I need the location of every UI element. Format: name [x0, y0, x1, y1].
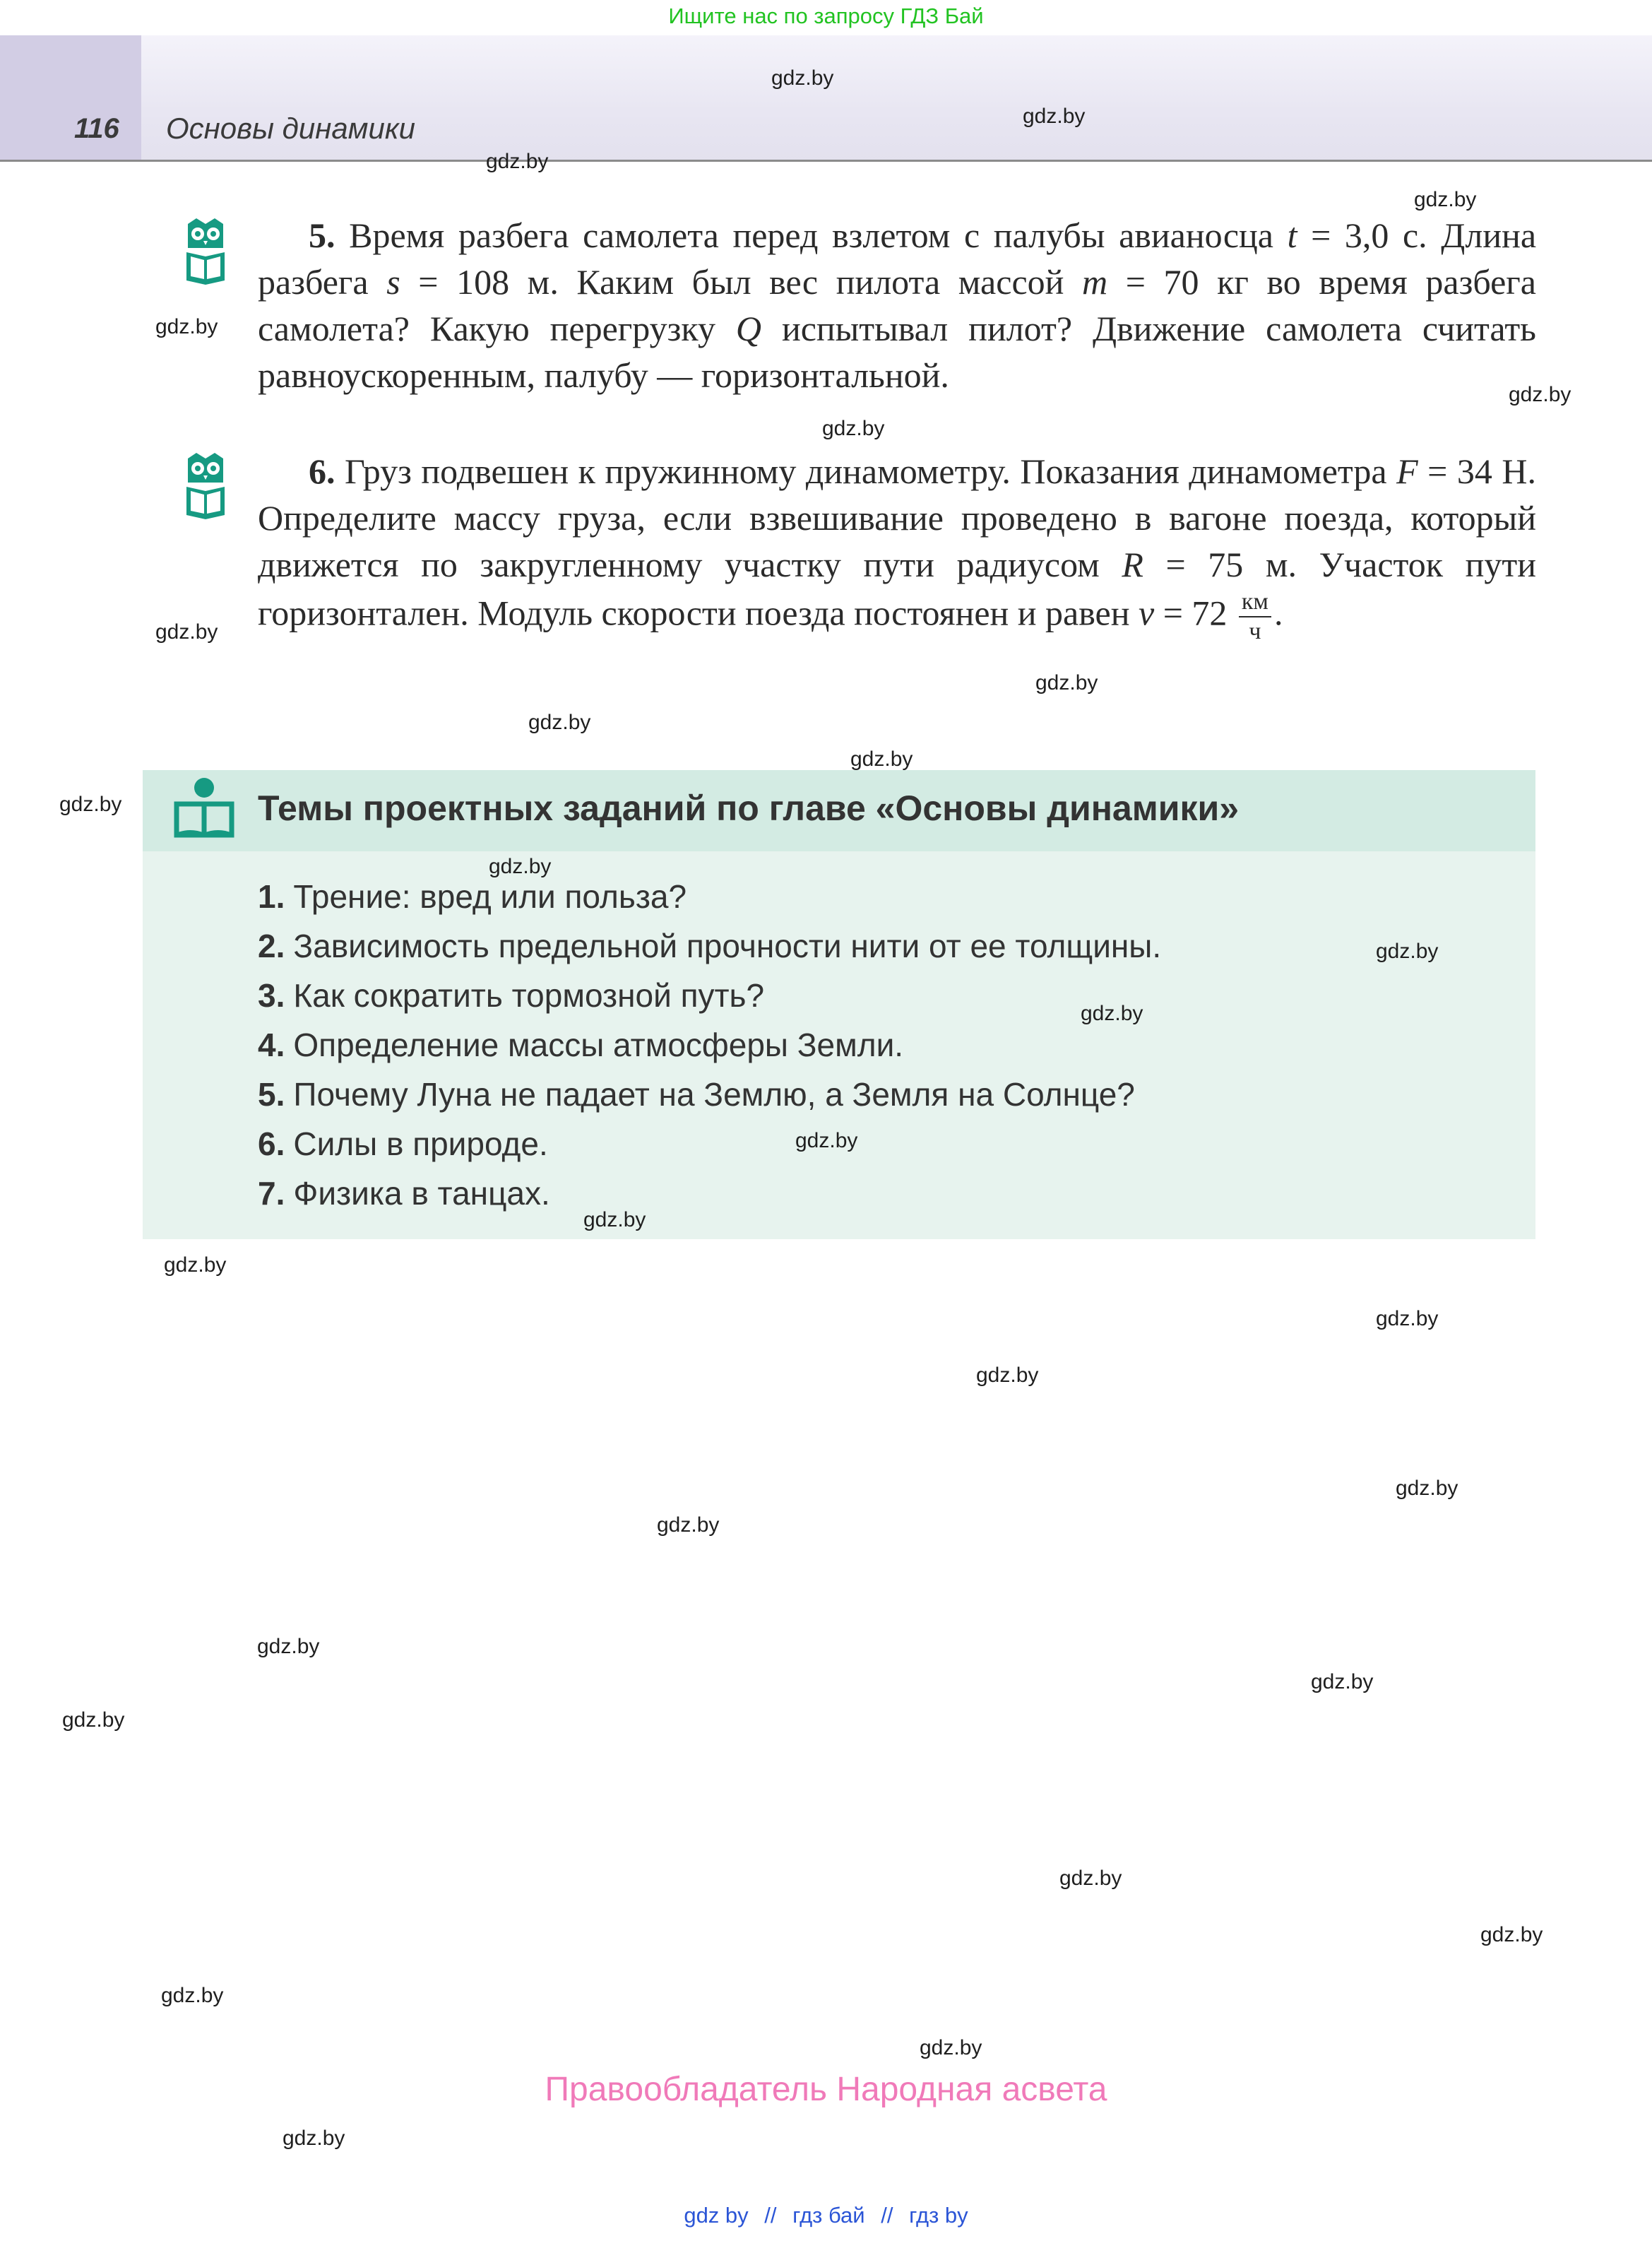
watermark: gdz.by — [1396, 1477, 1458, 1500]
reading-person-icon — [172, 776, 236, 841]
watermark: gdz.by — [1023, 105, 1086, 128]
watermark: gdz.by — [976, 1364, 1039, 1387]
watermark: gdz.by — [59, 793, 122, 816]
footer-links — [0, 2203, 1652, 2228]
variable: m — [1082, 262, 1108, 302]
watermark: gdz.by — [1311, 1670, 1374, 1693]
header-divider — [0, 160, 1652, 162]
fraction-numerator: км — [1239, 588, 1271, 617]
watermark: gdz.by — [486, 150, 549, 173]
item-number: 1. — [258, 878, 285, 915]
problem-text: Груз подвешен к пружинному динамометру. Показания динамометра — [345, 451, 1397, 491]
footer-separator: // — [881, 2203, 893, 2228]
problem-text: = 70 кг во время разбега самолета? Какую перегрузку — [258, 262, 1537, 348]
problem-number: 5. — [309, 215, 335, 255]
item-text: Почему Луна не падает на Землю, а Земля на Солнце? — [293, 1076, 1135, 1113]
variable: F — [1396, 451, 1418, 491]
footer-link[interactable]: гдз бай — [792, 2203, 865, 2228]
problem-text: = 3,0 с. Длина разбега — [258, 215, 1537, 302]
item-number: 4. — [258, 1027, 285, 1063]
list-item — [258, 1120, 1161, 1170]
variable: s — [386, 262, 400, 302]
watermark: gdz.by — [62, 1708, 125, 1732]
watermark: gdz.by — [795, 1129, 858, 1152]
watermark: gdz.by — [1376, 940, 1439, 963]
problem-number: 6. — [309, 451, 335, 491]
item-number: 3. — [258, 977, 285, 1014]
watermark: gdz.by — [489, 855, 552, 878]
list-item — [258, 1170, 1161, 1219]
watermark: gdz.by — [1035, 671, 1098, 694]
watermark: gdz.by — [155, 620, 218, 644]
copyright-notice: Правообладатель Народная асвета — [545, 2071, 1107, 2108]
watermark: gdz.by — [528, 711, 591, 734]
page-number-tab — [0, 35, 141, 161]
watermark: gdz.by — [583, 1208, 646, 1231]
top-banner: Ищите нас по запросу ГДЗ Бай — [668, 4, 984, 28]
watermark: gdz.by — [1509, 383, 1571, 406]
watermark: gdz.by — [771, 66, 834, 90]
watermark: gdz.by — [657, 1513, 720, 1537]
footer-link[interactable]: gdz by — [684, 2203, 749, 2228]
list-item — [258, 873, 1161, 923]
owl-book-icon — [182, 215, 229, 286]
problem-text: = 108 м. Каким был вес пилота массой — [400, 262, 1064, 302]
watermark: gdz.by — [920, 2036, 982, 2059]
problem-text: Время разбега самолета перед взлетом с палубы авианосца — [349, 215, 1273, 255]
watermark: gdz.by — [164, 1253, 227, 1277]
watermark: gdz.by — [155, 315, 218, 338]
watermark: gdz.by — [1376, 1307, 1439, 1330]
fraction-denominator: ч — [1249, 618, 1261, 644]
item-number: 5. — [258, 1076, 285, 1113]
problem-text: испытывал пилот? Движение самолета считать равноускоренным, палубу — горизонтальной. — [258, 309, 1536, 395]
watermark: gdz.by — [1414, 188, 1477, 211]
watermark: gdz.by — [161, 1984, 224, 2007]
chapter-title: Основы динамики — [166, 112, 416, 145]
item-number: 7. — [258, 1175, 285, 1212]
project-topics-title: Темы проектных заданий по главе «Основы динамики» — [258, 788, 1240, 828]
item-text: Зависимость предельной прочности нити от ее толщины. — [293, 928, 1162, 964]
problem-text: . — [1273, 593, 1283, 633]
watermark: gdz.by — [822, 417, 885, 440]
item-text: Физика в танцах. — [293, 1175, 550, 1212]
problem-text: = 75 м. Участок пути горизонтален. Модуль скорости поезда постоянен и равен — [258, 545, 1536, 633]
list-item — [258, 972, 1161, 1022]
list-item — [258, 1071, 1161, 1120]
problem-5 — [258, 212, 1536, 398]
item-number: 2. — [258, 928, 285, 964]
owl-book-icon — [182, 450, 229, 521]
watermark: gdz.by — [1059, 1867, 1122, 1890]
item-text: Силы в природе. — [293, 1125, 548, 1162]
problem-6 — [258, 448, 1536, 646]
watermark: gdz.by — [1081, 1002, 1143, 1025]
variable: v — [1139, 593, 1155, 633]
item-text: Определение массы атмосферы Земли. — [293, 1027, 904, 1063]
footer-separator: // — [764, 2203, 777, 2228]
watermark: gdz.by — [257, 1635, 320, 1658]
project-topics-list — [258, 873, 1161, 1219]
watermark: gdz.by — [283, 2127, 345, 2150]
list-item — [258, 1022, 1161, 1071]
list-item — [258, 923, 1161, 972]
variable: Q — [735, 309, 762, 348]
item-number: 6. — [258, 1125, 285, 1162]
page-number: 116 — [74, 113, 119, 144]
watermark: gdz.by — [1480, 1923, 1543, 1946]
item-text: Трение: вред или польза? — [293, 878, 687, 915]
problem-text: = 72 — [1154, 593, 1236, 633]
variable: R — [1122, 545, 1143, 584]
item-text: Как сократить тормозной путь? — [293, 977, 765, 1014]
footer-link[interactable]: гдз by — [909, 2203, 968, 2228]
variable: t — [1287, 215, 1297, 255]
unit-fraction — [1239, 588, 1271, 646]
watermark: gdz.by — [850, 747, 913, 771]
problem-text: = 34 Н. Определите массу груза, если взвешивание проведено в вагоне поезда, который движется по закругленному участку пути радиусом — [258, 451, 1536, 584]
